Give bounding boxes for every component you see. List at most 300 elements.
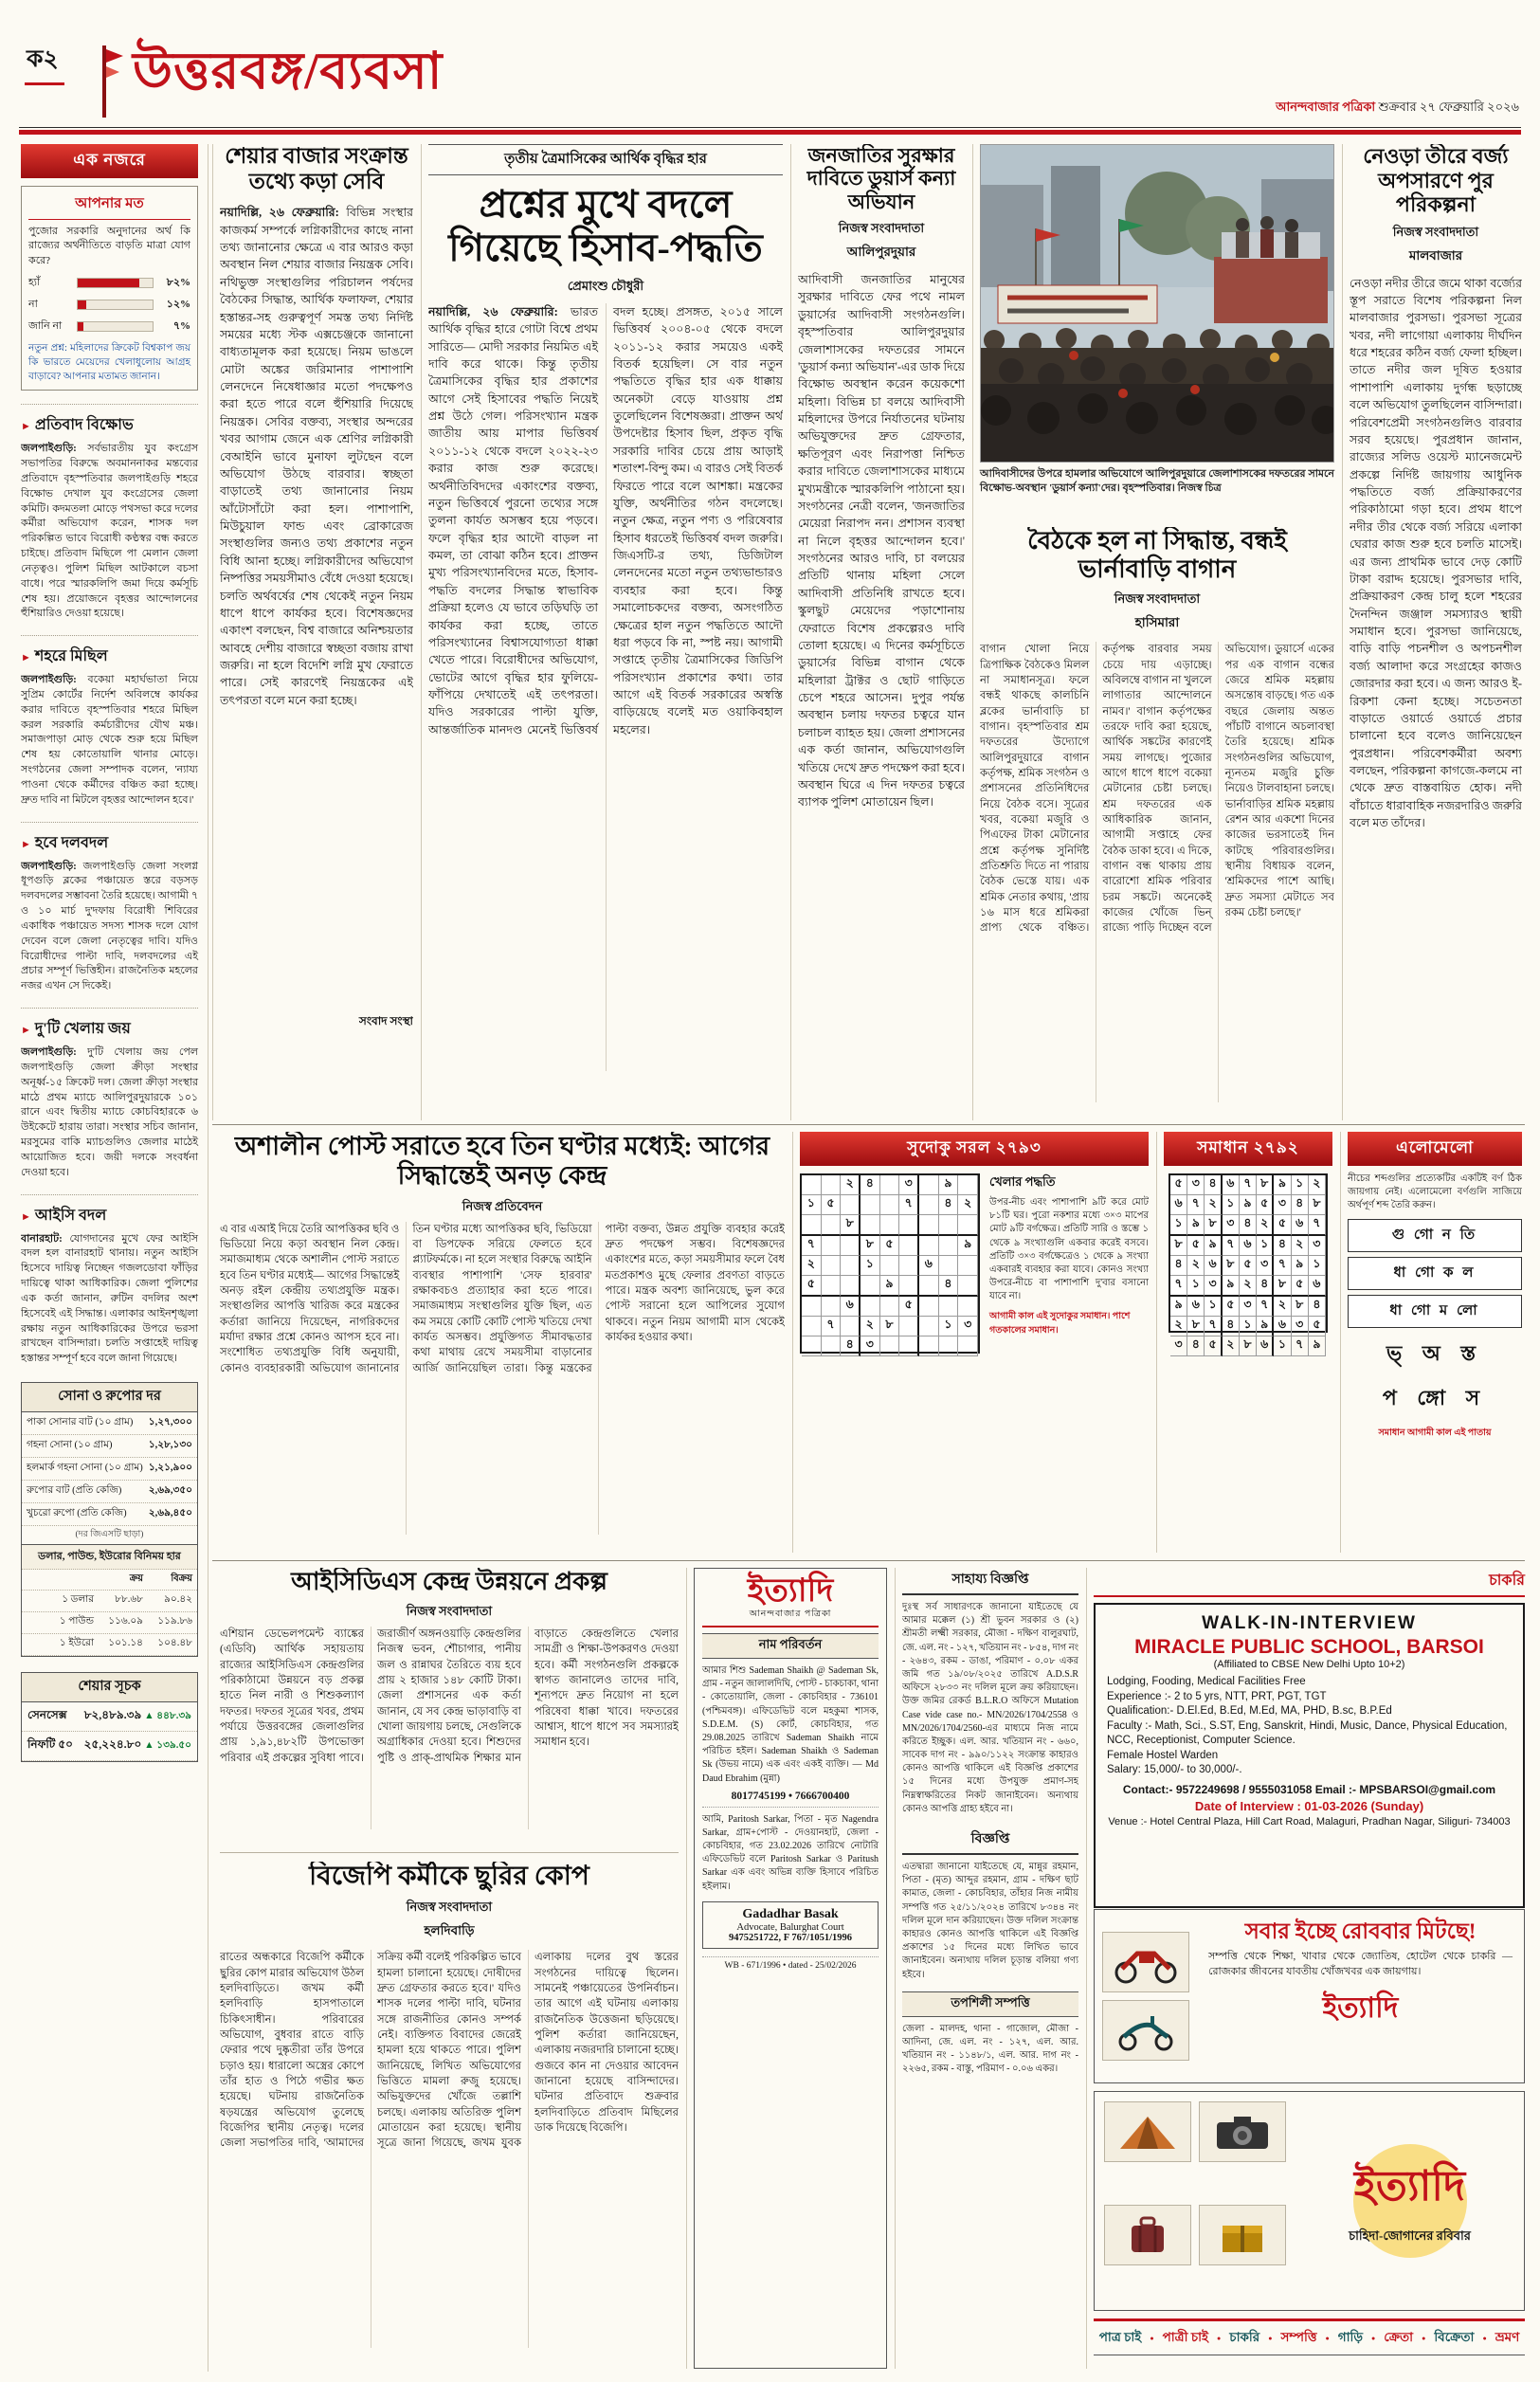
- sudoku-cell: ৩: [1170, 1336, 1187, 1356]
- column-rule: [790, 144, 791, 1120]
- sudoku-cell: ৪: [939, 1276, 959, 1297]
- index-name: নিফটি ৫০: [27, 1736, 73, 1751]
- advocate-phone: 9475251722, F 767/1051/1996: [729, 1932, 852, 1943]
- sudoku-cell: ১: [1240, 1317, 1257, 1336]
- motorcycle-icon: [1102, 1932, 1189, 1992]
- column-rule: [421, 144, 422, 1120]
- sudoku-cell: ৭: [822, 1317, 842, 1336]
- brief-title: [21, 1016, 198, 1042]
- sudoku-cell: ৩: [861, 1336, 880, 1356]
- column-rule: [1156, 1132, 1157, 1553]
- poll-option-label: না: [28, 299, 38, 311]
- sudoku-cell: [841, 1195, 861, 1215]
- sudoku-cell: ৭: [802, 1236, 822, 1256]
- sudoku-cell: ১: [802, 1195, 822, 1215]
- sudoku-cell: ৭: [1170, 1276, 1187, 1297]
- sunday-ad-text: [1197, 1910, 1524, 2082]
- index-values: [84, 1736, 191, 1755]
- sudoku-cell: [802, 1175, 822, 1195]
- article-text: রাতের অন্ধকারে বিজেপি কর্মীকে ছুরির কোপ মারার অভিযোগ উঠল হলদিবাড়িতে। জখম কর্মী হলদিবাড়ি হাসপাতালে চিকিৎসাধীন। পরিবারের অভিযোগ, বুধবার রাতে বাড়ি ফেরার পথে দুষ্কৃতীরা তাঁর উপরে চড়াও হয়। ধারালো অস্ত্রের কোপে তাঁর হাত ও পিঠে গভীর ক্ষত হয়েছে। ঘটনায় রাজনৈতিক ষড়যন্ত্রের অভিযোগ তুলেছে বিজেপির স্থানীয় নেতৃত্ব। দলের জেলা সভাপতির দাবি, 'আমাদের সক্রিয় কর্মী বলেই পরিকল্পিত ভাবে হামলা চালানো হয়েছে। দোষীদের দ্রুত গ্রেফতার করতে হবে।' যদিও শাসক দলের পাল্টা দাবি, ঘটনার সঙ্গে রাজনীতির কোনও সম্পর্ক নেই। ব্যক্তিগত বিবাদের জেরেই হামলা হয়ে থাকতে পারে। পুলিশ জানিয়েছে, লিখিত অভিযোগের ভিত্তিতে মামলা রুজু হয়েছে। অভিযুক্তদের খোঁজে তল্লাশি চলছে। এলাকায় অতিরিক্ত পুলিশ মোতায়েন করা হয়েছে। স্থানীয় সূত্রে জানা গিয়েছে, জখম যুবক এলাকায় দলের বুথ স্তরের সংগঠনের দায়িত্বে ছিলেন। সামনেই পঞ্চায়েতের উপনির্বাচন। তার আগে এই ঘটনায় এলাকায় রাজনৈতিক উত্তেজনা ছড়িয়েছে। পুলিশ কর্তারা জানিয়েছেন, এলাকায় নজরদারি চালানো হচ্ছে। গুজবে কান না দেওয়ার আবেদন জানানো হয়েছে বাসিন্দাদের। ঘটনার প্রতিবাদে শুক্রবার হলদিবাড়িতে প্রতিবাদ মিছিলের ডাক দিয়েছে বিজেপি।: [220, 1952, 679, 2150]
- sudoku-cell: ৯: [1309, 1336, 1326, 1356]
- brief-text: যোগদানের মুখে ফের আইসি বদল হল বানারহাট থানায়। নতুন আইসি হিসেবে দায়িত্ব নিচ্ছেন গজলডোবা ফাঁড়ির দায়িত্বে থাকা আধিকারিক। জেলা পুলিশের এক কর্তা জানান, রুটিন বদলির অংশ হিসেবেই এই সিদ্ধান্ত। এলাকার আইনশৃঙ্খলা রক্ষায় নতুন আধিকারিকের উপরে ভরসা রাখছেন বাসিন্দারা। চলতি সপ্তাহেই দায়িত্ব হস্তান্তর সম্পূর্ণ হবে বলে জানা গিয়েছে।: [21, 1232, 199, 1365]
- brief-bullet-icon: ►: [21, 421, 31, 433]
- sudoku-title: সুদোকু সরল ২৭৯৩: [800, 1132, 1149, 1166]
- sunday-ad[interactable]: [1094, 1909, 1525, 2083]
- column-rule: [972, 144, 973, 1120]
- sudoku-cell: ৯: [880, 1276, 900, 1297]
- brief-title: [21, 644, 198, 669]
- sidebar-brief[interactable]: [21, 635, 198, 808]
- sudoku-cell: ৭: [1223, 1236, 1240, 1256]
- article-varnabari[interactable]: [980, 527, 1334, 1120]
- rate-value: ১,২৭,৩০০: [148, 1416, 192, 1427]
- sudoku-cell: ৭: [1240, 1175, 1257, 1195]
- sudoku-cell: ৪: [939, 1195, 959, 1215]
- sudoku-cell: ৭: [1274, 1256, 1291, 1276]
- sudoku-cell: ২: [1292, 1236, 1309, 1256]
- fx-currency: ১ ইউরো: [59, 1638, 94, 1649]
- camera-icon: [1199, 2101, 1286, 2162]
- sudoku-cell: [919, 1336, 939, 1356]
- sudoku-cell: ১: [1292, 1175, 1309, 1195]
- article-text: বিভিন্ন সংস্থার কাজকর্ম সম্পর্কে লগ্নিকারীদের কাছে নানা তথ্য জানানোর ক্ষেত্রে এ বার আরও কড়া অবস্থান নিল শেয়ার বাজার নিয়ন্ত্রক সেবি। নথিভুক্ত সংস্থাগুলির পরিচালন পর্ষদের বৈঠকের সিদ্ধান্ত, আর্থিক ফলাফল, শেয়ার হস্তান্তর-সহ গুরুত্বপূর্ণ সমস্ত তথ্য নির্দিষ্ট সময়ের মধ্যে স্টক এক্সচেঞ্জকে জানানো বাধ্যতামূলক করা হয়েছে। নিয়ম ভাঙলে মোটা অঙ্কের জরিমানার পাশাপাশি লেনদেনে নিষেধাজ্ঞার মতো পদক্ষেপও করা হতে পারে বলে হুঁশিয়ারি দিয়েছে নিয়ন্ত্রক। সেবির বক্তব্য, সংস্থার অন্দরের খবর আগাম জেনে এক শ্রেণির লগ্নিকারী বেআইনি ভাবে মুনাফা লুটছেন বলে অভিযোগ উঠছে বারবার। স্বচ্ছতা বাড়াতেই তথ্য জানানোর নিয়ম আঁটোসাঁটো করা হল। পাশাপাশি, মিউচুয়াল ফান্ড এবং ব্রোকারেজ সংস্থাগুলির জন্যও তথ্য প্রকাশের নতুন বিধি আনা হচ্ছে। লগ্নিকারীদের অভিযোগ নিষ্পত্তির সময়সীমাও বেঁধে দেওয়া হয়েছে। চলতি অর্থবর্ষের শেষ থেকেই নতুন নিয়ম ধাপে ধাপে কার্যকর হবে। বিশেষজ্ঞদের একাংশ বলছেন, বিশ্ব বাজারে অনিশ্চয়তার আবহে দেশীয় বাজারে স্বচ্ছতা বজায় রাখা জরুরি। না হলে বিদেশি লগ্নি মুখ ফেরাতে পারে। সেই কারণেই নিয়ন্ত্রকের এই তৎপরতা বলে মনে করা হচ্ছে।: [220, 206, 413, 707]
- fx-buy-value: ১০১.১৪: [108, 1638, 143, 1649]
- sudoku-cell: ৪: [1187, 1336, 1205, 1356]
- brief-bullet-icon: ►: [21, 652, 31, 664]
- help-notice-title: সাহায্য বিজ্ঞপ্তি: [902, 1568, 1078, 1595]
- promo-images: [1095, 2092, 1295, 2310]
- advocate-court: Advocate, Balurghat Court: [736, 1921, 844, 1933]
- paper-name: আনন্দবাজার পত্রিকা: [1276, 100, 1376, 114]
- sudoku-cell: ৩: [1187, 1175, 1205, 1195]
- sidebar-briefs: [21, 404, 198, 1367]
- opinion-poll[interactable]: [21, 186, 198, 391]
- poll-option-label: হ্যাঁ: [28, 277, 41, 289]
- name-change-title: নাম পরিবর্তন: [702, 1633, 879, 1659]
- job-detail: Faculty :- Math, Sci., S.ST, Eng, Sanskrit, Hindi, Music, Dance, Physical Education, NCC, Receptionist, Computer Science.: [1107, 1719, 1508, 1747]
- sudoku-cell: ৫: [1223, 1297, 1240, 1317]
- sudoku-cell: ৯: [1240, 1195, 1257, 1215]
- fx-header-spacer: [27, 1572, 94, 1588]
- sudoku-cell: [880, 1175, 900, 1195]
- sudoku-cell: [958, 1215, 978, 1236]
- sudoku-cell: ২: [1223, 1336, 1240, 1356]
- brief-body: [21, 860, 198, 994]
- poll-bar-fill: [78, 300, 86, 309]
- article-posts[interactable]: [220, 1132, 785, 1553]
- classified-ad: আমি, Paritosh Sarkar, পিতা - মৃত Nagendra Sarkar, গ্রাম+পোস্ট - দেওয়ানহাট, জেলা - কোচবিহার, গত 23.02.2026 তারিখে নোটারি এফিডেভিট বলে Paritosh Sarkar ও Paritush Sarkar এক এবং অভিন্ন ব্যক্তি হিসাবে পরিচিত হইলাম।: [702, 1807, 879, 1894]
- sudoku-cell: ৬: [919, 1256, 939, 1276]
- sudoku-cell: ২: [1257, 1215, 1274, 1236]
- brief-text: দু'টি খেলায় জয় পেল জলপাইগুড়ি জেলা ক্রীড়া সংস্থার অনূর্ধ্ব-১৫ ক্রিকেট দল। জেলা ক্রীড়া সংস্থার মাঠে প্রথম ম্যাচে আলিপুরদুয়ারকে ১০১ রানে এবং দ্বিতীয় ম্যাচে কোচবিহারকে ৬ উইকেটে হারায় তারা। সংস্থার সচিব জানান, মরসুমের বাকি ম্যাচগুলিও জেলার মাঠেই আয়োজিত হবে। জয়ী দলকে সংবর্ধনা দেওয়া হবে।: [21, 1046, 198, 1178]
- article-headline: আইসিডিএস কেন্দ্র উন্নয়নে প্রকল্প: [291, 1568, 607, 1595]
- article-dateline: নয়াদিল্লি, ২৬ ফেব্রুয়ারি:: [220, 206, 339, 220]
- job-detail: Lodging, Fooding, Medical Facilities Free: [1107, 1676, 1306, 1687]
- job-contact: Contact:- 9572249698 / 9555031058 Email :- MPSBARSOI@gmail.com: [1122, 1782, 1496, 1796]
- sudoku-cell: [841, 1276, 861, 1297]
- sudoku-cell: ৫: [1240, 1256, 1257, 1276]
- brief-dateline: জলপাইগুড়ি:: [21, 860, 77, 872]
- sidebar-brief[interactable]: [21, 822, 198, 994]
- stock-indices: [21, 1672, 198, 1762]
- sudoku-cell: [919, 1175, 939, 1195]
- sudoku-cell: ৩: [899, 1175, 919, 1195]
- brief-body: [21, 1046, 198, 1180]
- scrambled-word: গু গো ন তি: [1348, 1219, 1522, 1252]
- sudoku-cell: [880, 1297, 900, 1317]
- tent-icon: [1104, 2101, 1191, 2162]
- brief-text: সর্বভারতীয় যুব কংগ্রেস সভাপতির বিরুদ্ধে অবমাননাকর মন্তব্যের প্রতিবাদে বৃহস্পতিবার জলপাইগুড়ি শহরে বিক্ষোভ দেখাল যুব কংগ্রেসের জেলা কমিটি। কদমতলা মোড়ে পথসভা করে দলের কর্মীরা অভিযোগ করেন, শাসক দল পরিকল্পিত ভাবে বিরোধী কণ্ঠস্বর বন্ধ করতে চাইছে। প্রতিবাদ মিছিলে পা মেলান জেলা নেতৃত্বও। পুলিশ মিছিল আটকালে বচসা বাধে। পরে স্মারকলিপি জমা দিয়ে কর্মসূচি শেষ হয়। প্রয়োজনে বৃহত্তর আন্দোলনের হুঁশিয়ারিও দেওয়া হয়েছে।: [21, 443, 198, 620]
- sudoku-cell: [822, 1236, 842, 1256]
- sudoku-cell: ৮: [1292, 1297, 1309, 1317]
- poll-option-label: জানি না: [28, 320, 63, 333]
- sudoku-cell: ৮: [1187, 1317, 1205, 1336]
- article-sebi[interactable]: [220, 144, 413, 1120]
- article-body: [798, 271, 965, 1096]
- sudoku-cell: ৩: [1292, 1317, 1309, 1336]
- poll-bar-track: [77, 278, 154, 288]
- sudoku-cell: ৩: [1223, 1215, 1240, 1236]
- rate-row: [22, 1458, 197, 1481]
- sudoku-cell: ৬: [841, 1297, 861, 1317]
- elomelo-title: এলোমেলো: [1348, 1132, 1522, 1166]
- sudoku-cell: ২: [841, 1175, 861, 1195]
- article-place: হলদিবাড়ি: [424, 1923, 475, 1938]
- job-detail-lines: [1107, 1675, 1512, 1778]
- brief-text: জলপাইগুড়ি জেলা সংলগ্ন ধূপগুড়ি ব্লকের পঞ্চায়েত স্তরে বড়সড় দলবদলের সম্ভাবনা তৈরি হয়েছে। আগামী ৭ ও ১০ মার্চ দু'দফায় বিরোধী শিবিরের একাধিক পঞ্চায়েত সদস্য শাসক দলে যোগ দেবেন বলে জেলা নেতৃত্বের দাবি। যদিও বিরোধীদের পাল্টা দাবি, দলবদলের এই প্রচার সম্পূর্ণ ভিত্তিহীন। রাজনৈতিক মহলের নজর এখন সে দিকেই।: [21, 860, 198, 992]
- rates-note: (দর জিএসটি ছাড়া): [75, 1529, 144, 1539]
- sidebar-section-title: এক নজরে: [21, 144, 198, 178]
- brief-dateline: জলপাইগুড়ি:: [21, 674, 77, 686]
- solution-grid: [1169, 1173, 1328, 1351]
- help-notice-body: দুঃস্থ সর্ব সাধারণকে জানানো যাইতেছে যে আমার মক্কেল (১) শ্রী ভুবন সরকার ও (২) শ্রীমতী লক্ষ্মী সরকার, মৌজা - দক্ষিণ বালুরঘাট, জে. এল. নং - ১২৭, খতিয়ান নং - ৮৫৪, দাগ নং - ২৬৪৩, রকম - ডাঙা, পরিমাণ - ০.০৮ একর জমি গত ১৯/০৮/২০২৫ তারিখে A.D.S.R অফিসে ২৮৩৩ নং দলিল মূলে ক্রয় করিয়াছেন। উক্ত জমির রেকর্ড B.L.R.O অফিসে Mutation Case vide case no.- MN/2026/1704/2558 ও MN/2026/1704/2560-এর মাধ্যমে নিজ নামে করিতে ইচ্ছুক। এল. আর. খতিয়ান নং - ৬৬০, সাবেক দাগ নং - ৯৯০/১১২২ সংক্রান্ত কাহারও কোনও আপত্তি থাকিলে এই বিজ্ঞপ্তি প্রকাশের ১৫ দিনের মধ্যে উপযুক্ত প্রমাণ-সহ নিম্নস্বাক্ষরিতের নিকট জানাইবেন। অন্যথায় কোনও আপত্তি গ্রাহ্য হইবে না।: [902, 1602, 1078, 1814]
- sudoku-footer: আগামী কাল এই সুদোকুর সমাধান। পাশে গতকালের সমাধান।: [989, 1311, 1131, 1336]
- luggage-icon: [1104, 2205, 1191, 2265]
- sudoku-cell: ৭: [1292, 1336, 1309, 1356]
- sudoku-cell: ৬: [1274, 1317, 1291, 1336]
- sudoku-cell: ১: [1205, 1297, 1222, 1317]
- itadi-logo: ইত্যাদি: [747, 1573, 834, 1609]
- job-detail: Salary: 15,000/- to 30,000/-.: [1107, 1764, 1242, 1776]
- article-byline: নিজস্ব সংবাদদাতা: [406, 1900, 493, 1915]
- photo-caption: আদিবাসীদের উপরে হামলার অভিযোগে আলিপুরদুয়ারে জেলাশাসকের দফতরের সামনে বিক্ষোভ-অবস্থান 'ডুয়ার্স কন্যা'দের। বৃহস্পতিবার। নিজস্ব চিত্র: [980, 468, 1334, 494]
- category-item: ● ক্রেতা: [1363, 2327, 1413, 2349]
- article-headline: অশালীন পোস্ট সরাতে হবে তিন ঘণ্টার মধ্যেই: আগের সিদ্ধান্তেই অনড় কেন্দ্র: [234, 1132, 770, 1191]
- job-detail: Experience :- 2 to 5 yrs, NTT, PRT, PGT, TGT: [1107, 1690, 1327, 1702]
- sudoku-cell: [919, 1297, 939, 1317]
- sidebar-brief[interactable]: [21, 1194, 198, 1367]
- sudoku-cell: ৩: [958, 1317, 978, 1336]
- jobs-section: [1094, 1568, 1525, 1908]
- column-rule: [1340, 1132, 1341, 1553]
- article-gdp[interactable]: [428, 144, 783, 1120]
- sudoku-cell: ৬: [1240, 1236, 1257, 1256]
- indices-title: শেয়ার সূচক: [22, 1673, 197, 1702]
- classified-ad: আমার শিশু Sademan Shaikh @ Sademan Sk, গ্রাম - নতুন জালালদিঘি, পোস্ট - চাকচাকা, থানা - কোতোয়ালি, জেলা - কোচবিহার - 736101 (পশ্চিমবঙ্গ)। এফিডেভিট বলে মহকুমা শাসক, S.D.E.M. (S) কোর্ট, কোচবিহার, গত 29.08.2025 তারিখে Sademan Shaikh নামে পরিচিত হইল। Sademan Shaikh ও Sademan Sk (উভয় নামে) এক এবং একই ব্যক্তি। — Md Daud Ebrahim (মুন্না): [702, 1665, 879, 1784]
- article-kicker: তৃতীয় ত্রৈমাসিকের আর্থিক বৃদ্ধির হার: [428, 144, 783, 175]
- article-headline: বিজেপি কর্মীকে ছুরির কোপ: [309, 1862, 589, 1891]
- sudoku-cell: [802, 1297, 822, 1317]
- article-byline: নিজস্ব সংবাদদাতা: [838, 221, 925, 236]
- sudoku-cell: ৪: [1240, 1215, 1257, 1236]
- job-detail: Female Hostel Warden: [1107, 1749, 1219, 1761]
- category-item: ● পাত্রী চাই: [1141, 2327, 1208, 2349]
- fx-sell-value: ৯০.৪২: [164, 1594, 192, 1606]
- article-headline: প্রশ্নের মুখে বদলে গিয়েছে হিসাব-পদ্ধতি: [448, 183, 763, 270]
- sudoku-cell: ৯: [1187, 1215, 1205, 1236]
- category-item: ● সম্পত্তি: [1259, 2327, 1316, 2349]
- article-text: এ বার এআই দিয়ে তৈরি আপত্তিকর ছবি ও ভিডিয়ো নিয়ে কড়া অবস্থান নিল কেন্দ্র। সমাজমাধ্যম থেকে অশালীন পোস্ট সরাতে হবে তিন ঘণ্টার মধ্যেই— আগের সিদ্ধান্তেই অনড় রইল কেন্দ্রীয় তথ্যপ্রযুক্তি মন্ত্রক। সংস্থাগুলির আপত্তি খারিজ করে মন্ত্রকের কর্তারা জানিয়ে দিয়েছেন, নাগরিকদের মর্যাদা রক্ষার প্রশ্নে কোনও আপস হবে না। সংশোধিত তথ্যপ্রযুক্তি বিধি অনুযায়ী, কোনও ব্যবহারকারী অভিযোগ জানানোর তিন ঘণ্টার মধ্যে আপত্তিকর ছবি, ভিডিয়ো বা ডিপফেক সরিয়ে ফেলতে হবে প্ল্যাটফর্মকে। না হলে সংস্থার বিরুদ্ধে আইনি ব্যবস্থার পাশাপাশি 'সেফ হারবার' রক্ষাকবচও প্রত্যাহার করা হতে পারে। সমাজমাধ্যম সংস্থাগুলির যুক্তি ছিল, এত কম সময়ে কোটি কোটি পোস্ট খতিয়ে দেখা কার্যত অসম্ভব। প্রযুক্তিগত সীমাবদ্ধতার কথা মাথায় রেখে সময়সীমা বাড়ানোর আর্জি জানিয়েছিল তারা। কিন্তু মন্ত্রকের পাল্টা বক্তব্য, উন্নত প্রযুক্তি ব্যবহার করেই দ্রুত পদক্ষেপ সম্ভব। বিশেষজ্ঞদের একাংশের মতে, কড়া সময়সীমার ফলে বৈধ মতপ্রকাশও মুছে ফেলার প্রবণতা বাড়তে পারে। মন্ত্রক অবশ্য জানিয়েছে, ভুল করে পোস্ট সরানো হলে আপিলের সুযোগ থাকবে। নতুন নিয়ম আগামী মাস থেকেই কার্যকর হওয়ার কথা।: [220, 1223, 785, 1374]
- sudoku-cell: ১: [1274, 1336, 1291, 1356]
- sudoku-cell: [958, 1336, 978, 1356]
- sudoku-cell: [822, 1336, 842, 1356]
- sudoku-cell: [939, 1236, 959, 1256]
- sudoku-cell: [822, 1175, 842, 1195]
- article-body: [220, 1627, 679, 1829]
- sudoku-section[interactable]: [800, 1132, 1149, 1553]
- sudoku-cell: ১: [861, 1256, 880, 1276]
- article-byline: প্রেমাংশু চৌধুরী: [567, 278, 644, 293]
- article-byline: নিজস্ব সংবাদদাতা: [406, 1604, 493, 1619]
- sudoku-cell: [899, 1317, 919, 1336]
- fx-col-sell: বিক্রয়: [171, 1573, 192, 1584]
- brief-title-text: আইসি বদল: [34, 1207, 107, 1224]
- fx-row: [22, 1591, 197, 1612]
- elomelo-section[interactable]: [1348, 1132, 1522, 1553]
- sidebar-brief[interactable]: [21, 404, 198, 622]
- news-photo: [981, 145, 1333, 462]
- job-ad[interactable]: [1094, 1603, 1525, 1908]
- sudoku-cell: ২: [1205, 1195, 1222, 1215]
- sudoku-cell: [958, 1175, 978, 1195]
- elomelo-intro: নীচের শব্দগুলির প্রত্যেকটির একটিই বর্ণ ঠিক জায়গায় নেই। এলোমেলো বর্ণগুলি সাজিয়ে অর্থপূর্ণ শব্দ তৈরি করুন।: [1348, 1173, 1522, 1210]
- article-headline: জনজাতির সুরক্ষার দাবিতে ডুয়ার্স কন্যা অভিযান: [806, 144, 956, 213]
- sudoku-cell: ৪: [1205, 1175, 1222, 1195]
- sudoku-cell: ৫: [802, 1276, 822, 1297]
- puzzle-word: প ঙ্গো স: [1382, 1386, 1488, 1409]
- brief-body: [21, 442, 198, 622]
- article-text: নেওড়া নদীর তীরে জমে থাকা বর্জ্যের স্তূপ সরাতে বিশেষ পরিকল্পনা নিল মালবাজার পুরসভা। পুরসভা সূত্রের খবর, নদী লাগোয়া এলাকায় দীর্ঘদিন ধরে শহরের কঠিন বর্জ্য ফেলা হচ্ছিল। তাতে নদীর জল দূষিত হওয়ার পাশাপাশি এলাকায় দুর্গন্ধ ছড়াচ্ছে বলে অভিযোগ তুলছিলেন বাসিন্দারা। পরিবেশপ্রেমী সংগঠনগুলিও বারবার সরব হয়েছে। পুরপ্রধান জানান, রাজ্যের সলিড ওয়েস্ট ম্যানেজমেন্ট প্রকল্পে নির্দিষ্ট জায়গায় আধুনিক পদ্ধতিতে বর্জ্য প্রক্রিয়াকরণের পরিকাঠামো গড়া হবে। প্রথম ধাপে নদীর তীর থেকে বর্জ্য সরিয়ে এলাকা ঘেরার কাজ শুরু হবে চলতি মাসেই। এর জন্য প্রাথমিক ভাবে দেড় কোটি টাকা বরাদ্দ হয়েছে। পুরসভার দাবি, প্রক্রিয়াকরণ কেন্দ্র চালু হলে শহরের দৈনন্দিন জঞ্জাল সমস্যারও স্থায়ী সমাধান হবে। পুরসভা জানিয়েছে, বাড়ি বাড়ি পচনশীল ও অপচনশীল বর্জ্য আলাদা করে সংগ্রহের কাজও জোরদার করা হবে। এ জন্য আরও ই-রিকশা কেনা হচ্ছে। সচেতনতা বাড়াতে ওয়ার্ডে ওয়ার্ডে প্রচার চালানো হবে বলেও জানিয়েছেন পুরপ্রধান। পরিবেশকর্মীরা অবশ্য বলছেন, পরিকল্পনা কাগজে-কলমে না থেকে দ্রুত বাস্তবায়িত হোক। নদী বাঁচাতে ধারাবাহিক নজরদারিও জরুরি বলে মত তাঁদের।: [1350, 276, 1522, 830]
- sudoku-cell: ৩: [1205, 1276, 1222, 1297]
- itadi-logo-tag: আনন্দবাজার পত্রিকা: [702, 1608, 879, 1627]
- sudoku-cell: [822, 1297, 842, 1317]
- article-byline: নিজস্ব সংবাদদাতা: [1114, 591, 1201, 607]
- section-divider: [212, 1124, 1525, 1125]
- index-row: [22, 1702, 197, 1732]
- classified-phones: 8017745199 • 7666700400: [731, 1790, 850, 1802]
- sudoku-cell: ১: [939, 1317, 959, 1336]
- sudoku-cell: ৮: [841, 1215, 861, 1236]
- category-item: ● ভ্রমণ: [1474, 2327, 1519, 2349]
- sudoku-cell: ৫: [899, 1297, 919, 1317]
- sudoku-cell: [822, 1276, 842, 1297]
- sudoku-cell: ৪: [841, 1336, 861, 1356]
- poll-option-value: ৮২%: [166, 277, 190, 289]
- article-byline: নিজস্ব প্রতিবেদন: [462, 1198, 543, 1213]
- brief-bullet-icon: ►: [21, 1025, 31, 1037]
- itadi-promo-ad[interactable]: [1094, 2091, 1525, 2311]
- elomelo-words: [1348, 1219, 1522, 1328]
- fx-rows: [22, 1591, 197, 1656]
- article-body: [428, 303, 783, 1071]
- article-headline: নেওড়া তীরে বর্জ্য অপসারণে পুর পরিকল্পনা: [1363, 144, 1509, 217]
- category-item: ● চাকরি: [1208, 2327, 1259, 2349]
- sudoku-cell: ৮: [880, 1317, 900, 1336]
- sudoku-method-title: খেলার পদ্ধতি: [989, 1174, 1056, 1189]
- brief-title: [21, 1203, 198, 1228]
- sudoku-cell: ৯: [1223, 1276, 1240, 1297]
- sudoku-cell: [802, 1215, 822, 1236]
- sudoku-cell: ৪: [1223, 1317, 1240, 1336]
- rate-value: ১,২১,৯০০: [148, 1462, 192, 1473]
- scrambled-word: ধা গো ক ল: [1348, 1257, 1522, 1290]
- sudoku-cell: ৯: [1170, 1297, 1187, 1317]
- article-body: [220, 1950, 679, 2348]
- section-divider: [212, 1560, 1525, 1561]
- article-place: মালবাজার: [1408, 247, 1463, 263]
- index-values: [84, 1707, 191, 1726]
- poll-bar-track: [77, 321, 154, 332]
- column-rule: [895, 1568, 896, 2369]
- poll-bar-track: [77, 300, 154, 310]
- category-item: ● গাড়ি: [1317, 2327, 1364, 2349]
- sudoku-cell: [939, 1297, 959, 1317]
- sudoku-cell: ১: [1309, 1256, 1326, 1276]
- sudoku-cell: [861, 1297, 880, 1317]
- category-item: ● বিক্রেতা: [1413, 2327, 1474, 2349]
- fx-title: ডলার, পাউন্ড, ইউরোর বিনিময় হার: [22, 1544, 197, 1570]
- sidebar: [21, 144, 208, 2372]
- sudoku-cell: ৯: [939, 1175, 959, 1195]
- rate-value: ২,৬৯,৩৫০: [148, 1484, 192, 1496]
- poll-option-value: ১২%: [166, 299, 190, 311]
- sudoku-cell: [919, 1215, 939, 1236]
- rate-row: [22, 1481, 197, 1503]
- sudoku-cell: ১: [1187, 1276, 1205, 1297]
- category-strip: [1094, 2318, 1525, 2355]
- index-change: ▲ ১৩৯.৫০: [144, 1739, 191, 1751]
- index-name: সেনসেক্স: [27, 1707, 67, 1721]
- itadi-logo: ইত্যাদি: [1322, 1992, 1399, 2025]
- sudoku-cell: [899, 1276, 919, 1297]
- sudoku-cell: ৫: [880, 1236, 900, 1256]
- article-duars[interactable]: [798, 144, 965, 1120]
- article-headline: শেয়ার বাজার সংক্রান্ত তথ্যে কড়া সেবি: [225, 144, 408, 193]
- sudoku-cell: [899, 1256, 919, 1276]
- news-photo-frame: [980, 144, 1334, 463]
- sudoku-cell: ৯: [1292, 1256, 1309, 1276]
- column-rule: [1086, 1568, 1087, 2369]
- sudoku-cell: ৫: [1309, 1317, 1326, 1336]
- schedule-title: তপশিলী সম্পত্তি: [902, 1991, 1078, 2017]
- notice-title: বিজ্ঞপ্তি: [902, 1827, 1078, 1855]
- index-row: [22, 1732, 197, 1761]
- sudoku-cell: ৯: [1257, 1317, 1274, 1336]
- poll-title: আপনার মত: [28, 192, 190, 220]
- index-change: ▲ ৪৪৮.৩৯: [144, 1710, 191, 1721]
- promo-text: [1295, 2092, 1524, 2310]
- sudoku-cell: [841, 1236, 861, 1256]
- fx-sell-value: ১০৪.৪৮: [157, 1638, 192, 1649]
- job-detail: Qualification:- D.El.Ed, B.Ed, M.Ed, MA, PHD, B.sc, B.P.Ed: [1107, 1705, 1392, 1718]
- solution-title: সমাধান ২৭৯২: [1164, 1132, 1332, 1166]
- sudoku-cell: [880, 1195, 900, 1215]
- sudoku-cell: ২: [861, 1317, 880, 1336]
- sudoku-cell: ৯: [1205, 1236, 1222, 1256]
- sudoku-cell: ৪: [1274, 1236, 1291, 1256]
- sudoku-cell: [958, 1256, 978, 1276]
- sudoku-grid: [800, 1173, 980, 1354]
- index-value: ৮২,৪৮৯.৩৯: [83, 1707, 142, 1721]
- article-icds[interactable]: [220, 1568, 679, 1846]
- sudoku-cell: ১: [1170, 1215, 1187, 1236]
- fx-header-row: [22, 1570, 197, 1591]
- sudoku-cell: ৭: [1205, 1317, 1222, 1336]
- classifieds-box[interactable]: [694, 1568, 887, 2369]
- sudoku-cell: ৬: [1257, 1336, 1274, 1356]
- advocate-name: Gadadhar Basak: [742, 1906, 839, 1921]
- agency-credit: সংবাদ সংস্থা: [358, 1014, 413, 1028]
- sudoku-cell: ৮: [1223, 1256, 1240, 1276]
- fx-row: [22, 1634, 197, 1656]
- edition-code: ক২: [25, 40, 64, 85]
- sudoku-cell: ২: [1240, 1276, 1257, 1297]
- sudoku-cell: ৯: [1274, 1175, 1291, 1195]
- scooter-icon: [1102, 2000, 1189, 2061]
- sudoku-cell: ৮: [1309, 1195, 1326, 1215]
- article-dateline: নয়াদিল্লি, ২৬ ফেব্রুয়ারি:: [428, 304, 558, 318]
- sudoku-cell: [939, 1215, 959, 1236]
- sudoku-cell: ১: [1257, 1236, 1274, 1256]
- category-item: পাত্র চাই: [1098, 2330, 1142, 2344]
- fx-row: [22, 1612, 197, 1634]
- article-neora[interactable]: [1350, 144, 1522, 1120]
- brief-title-text: প্রতিবাদ বিক্ষোভ: [34, 417, 134, 434]
- itadi-logo: ইত্যাদি: [1353, 2163, 1466, 2209]
- sudoku-cell: ২: [958, 1195, 978, 1215]
- fx-col-buy: ক্রয়: [129, 1573, 143, 1584]
- advocate-block: [702, 1901, 879, 1949]
- article-bjp[interactable]: [220, 1862, 679, 2374]
- brief-title-text: দু'টি খেলায় জয়: [34, 1021, 131, 1038]
- sudoku-cell: [899, 1236, 919, 1256]
- masthead-title: উত্তরবঙ্গ/ব্যবসা: [133, 43, 444, 100]
- legal-notices-column: [902, 1568, 1078, 2369]
- sudoku-cell: ৮: [1240, 1336, 1257, 1356]
- brief-bullet-icon: ►: [21, 1210, 31, 1223]
- poll-option-value: ৭%: [172, 320, 190, 333]
- sidebar-brief[interactable]: [21, 1008, 198, 1180]
- rate-name: রুপোর বাট (প্রতি কেজি): [27, 1484, 122, 1496]
- sudoku-cell: ১: [1223, 1195, 1240, 1215]
- brief-dateline: জলপাইগুড়ি:: [21, 443, 77, 455]
- sudoku-cell: ২: [802, 1256, 822, 1276]
- jobs-label: চাকরি: [1094, 1568, 1525, 1597]
- article-byline: নিজস্ব সংবাদদাতা: [1392, 224, 1479, 239]
- brief-bullet-icon: ►: [21, 838, 31, 850]
- indices-rows: [22, 1702, 197, 1761]
- notice-body: এতদ্বারা জানানো যাইতেছে যে, মান্নুর রহমান, পিতা - (মৃত) আব্দুর রহমান, গ্রাম - দক্ষিণ ছাট কামাত, জেলা - কোচবিহার, তাঁহার নিজ নামীয় সম্পত্তি গত ২৫/১১/২০২৪ তারিখে ৮৩৪৪ নং দলিল মূলে দান করিয়াছেন। উক্ত দলিল সংক্রান্ত কাহারও কোনও আপত্তি থাকিলে এই বিজ্ঞপ্তি প্রকাশের ১৫ দিনের মধ্যে লিখিত ভাবে জানাইবেন। অন্যথায় দলিল চূড়ান্ত বলিয়া গণ্য হইবে।: [902, 1862, 1078, 1980]
- article-place: হাসিমারা: [1134, 615, 1180, 630]
- photo-block: [980, 144, 1334, 496]
- brief-text: বকেয়া মহার্ঘভাতা নিয়ে সুপ্রিম কোর্টের নির্দেশ অবিলম্বে কার্যকর করার দাবিতে বৃহস্পতিবার শহরে মিছিল করল সরকারি কর্মচারীদের যৌথ মঞ্চ। সমাজপাড়া মোড় থেকে শুরু হয়ে মিছিল শেষ হয় কোতোয়ালি থানার মোড়ে। সংগঠনের জেলা সম্পাদক বলেন, 'ন্যায্য পাওনা থেকে কর্মীদের বঞ্চিত করা হচ্ছে। দ্রুত দাবি না মিটলে বৃহত্তর আন্দোলন হবে।': [21, 674, 198, 806]
- sudoku-cell: [861, 1215, 880, 1236]
- header-rule-thin: [19, 127, 1521, 128]
- poll-option-row: [28, 318, 190, 336]
- sudoku-cell: ২: [1309, 1175, 1326, 1195]
- rate-name: গহনা সোনা (১০ গ্রাম): [27, 1439, 113, 1450]
- article-text: বাগান খোলা নিয়ে ত্রিপাক্ষিক বৈঠকেও মিলল না সমাধানসূত্র। ফলে বন্ধই থাকছে কালচিনি ব্লকের ভার্নাবাড়ি চা বাগান। বৃহস্পতিবার শ্রম দফতরের উদ্যোগে আলিপুরদুয়ারে বাগান কর্তৃপক্ষ, শ্রমিক সংগঠন ও প্রশাসনের প্রতিনিধিদের নিয়ে বৈঠক বসে। সূত্রের খবর, বকেয়া মজুরি ও পিএফের টাকা মেটানোর প্রশ্নে কর্তৃপক্ষ সুনির্দিষ্ট প্রতিশ্রুতি দিতে না পারায় বৈঠক ভেস্তে যায়। এক শ্রমিক নেতার কথায়, 'প্রায় ১৬ মাস ধরে শ্রমিকরা প্রাপ্য থেকে বঞ্চিত। কর্তৃপক্ষ বারবার সময় চেয়ে দায় এড়াচ্ছে। অবিলম্বে বাগান না খুললে লাগাতার আন্দোলনে নামব।' বাগান কর্তৃপক্ষের তরফে দাবি করা হয়েছে, আর্থিক সঙ্কটের কারণেই সময় লাগছে। পুজোর আগে ধাপে ধাপে বকেয়া মেটানোর চেষ্টা চলছে। শ্রম দফতরের এক আধিকারিক জানান, আগামী সপ্তাহে ফের বৈঠক ডাকা হবে। এ দিকে, বাগান বন্ধ থাকায় প্রায় বারোশো শ্রমিক পরিবার চরম সঙ্কটে। অনেকেই কাজের খোঁজে ভিন্ রাজ্যে পাড়ি দিচ্ছেন বলে অভিযোগ। ডুয়ার্সে একের পর এক বাগান বন্ধের জেরে শ্রমিক মহল্লায় অসন্তোষ বাড়ছে। গত এক বছরে জেলায় অন্তত পাঁচটি বাগানে অচলাবস্থা তৈরি হয়েছে। শ্রমিক সংগঠনগুলির অভিযোগ, ন্যূনতম মজুরি চুক্তি নিয়েও টালবাহানা চলছে। ভার্নাবাড়ির শ্রমিক মহল্লায় রেশন আর একশো দিনের কাজের ভরসাতেই দিন কাটছে পরিবারগুলির। স্থানীয় বিধায়ক বলেন, 'শ্রমিকদের পাশে আছি। দ্রুত সমস্যা মেটাতে সব রকম চেষ্টা চলছে।': [980, 644, 1334, 935]
